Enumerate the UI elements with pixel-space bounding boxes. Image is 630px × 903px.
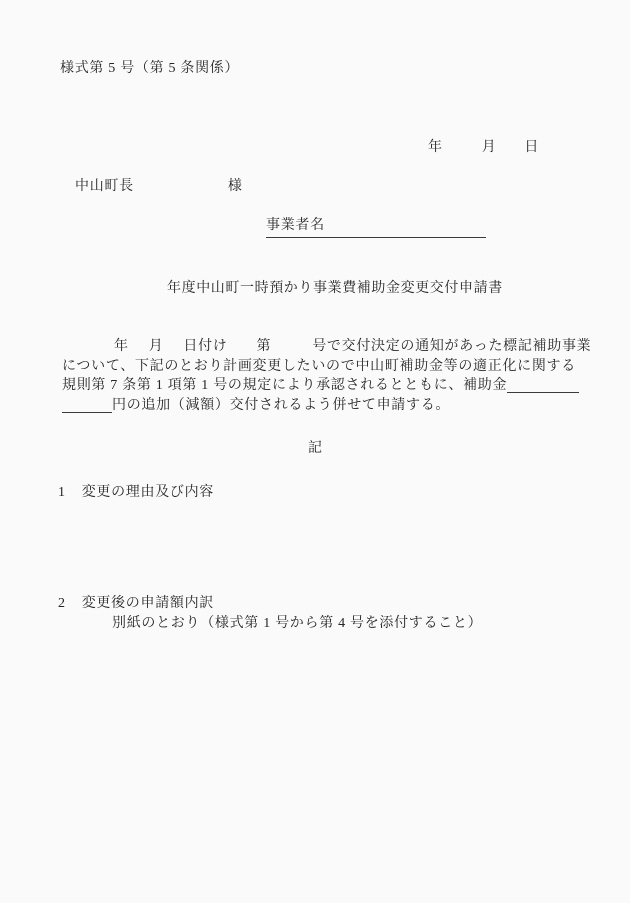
form-number: 様式第 5 号（第 5 条関係） [60,61,240,76]
date-day-label: 日 [524,140,540,155]
item-2-number: 2 [58,596,66,611]
date-line [428,136,539,156]
body-date-year: 年 [114,339,129,354]
body-date-month: 月 [148,339,164,354]
body-line-1-text: 号で交付決定の通知があった標記補助事業 [312,339,592,354]
body-line-3-text: 規則第 7 条第 1 項第 1 号の規定により承認されるとともに、補助金 [62,378,508,394]
subsidy-amount-blank-line [507,376,579,393]
body-line-4-text: 円の追加（減額）交付されるよう併せて申請する。 [112,398,451,414]
subsidy-amount-blank-line-continued [62,396,112,413]
addressee-honorific: 様 [227,179,243,194]
item-2 [58,592,214,612]
addressee-name: 中山町長 [75,179,134,194]
body-date-day: 日付け [183,339,228,354]
body-line-3 [62,376,579,396]
item-1-number: 1 [58,485,66,500]
body-line-1 [62,337,592,357]
ki-heading: 記 [308,441,322,456]
date-month-label: 月 [481,140,497,155]
operator-name-field [266,214,486,238]
operator-name-label: 事業者名 [266,218,325,233]
document-title: 年度中山町一時預かり事業費補助金変更交付申請書 [167,281,503,296]
body-paragraph [62,337,592,416]
date-year-label: 年 [428,140,443,155]
body-doc-no-prefix: 第 [256,339,272,354]
item-2-note: 別紙のとおり（様式第 1 号から第 4 号を添付すること） [112,616,483,631]
item-2-label: 変更後の申請額内訳 [81,596,215,611]
addressee-line [75,175,243,195]
body-line-2: について、下記のとおり計画変更したいので中山町補助金等の適正化に関する [62,358,576,374]
item-1-label: 変更の理由及び内容 [81,485,215,500]
item-1 [58,481,214,501]
body-line-4 [62,396,579,416]
